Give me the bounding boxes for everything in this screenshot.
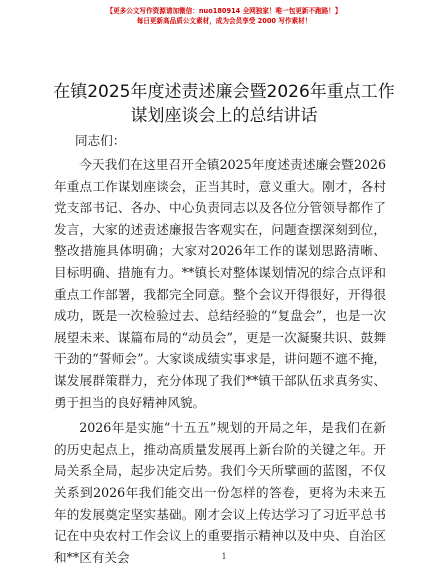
title-line-1: 在镇2025年度述责述廉会暨2026年重点工作 <box>53 82 395 102</box>
page-number: 1 <box>221 552 227 561</box>
document-title <box>0 80 448 128</box>
promo-banner-line2: 每日更新高品质公文素材，成为会员享受 2000 写作素材！ <box>136 17 312 25</box>
paragraph-1: 今天我们在这里召开全镇2025年度述责述廉会暨2026年重点工作谋划座谈会，正当其时，意义重大。刚才，各村党支部书记、各办、中心负责同志以及各位分管领导都作了发言，大家的述责述廉报告客观实在，问题查摆深刻到位，整改措施具体明确；大家对2026年工作的谋划思路清晰、目标明确、措施有力。**镇长对整体谋划情况的综合点评和重点工作部署，我都完全同意。整个会议开得很好，开得很成功，既是一次检验过去、总结经验的“复盘会”，也是一次展望未来、谋篇布局的“动员会”，更是一次凝聚共识、鼓舞干劲的“誓师会”。大家谈成绩实事求是，讲问题不遮不掩，谋发展群策群力，充分体现了我们**镇干部队伍求真务实、勇于担当的良好精神风貌。 <box>54 157 386 410</box>
salutation: 同志们： <box>75 133 126 148</box>
title-line-2: 谋划座谈会上的总结讲话 <box>130 106 318 126</box>
document-body <box>54 154 386 572</box>
paragraph-2: 2026年是实施“十五五”规划的开局之年，是我们在新的历史起点上，推动高质量发展再上新台阶的关键之年。开局关系全局，起步决定后势。我们今天所擘画的蓝图，不仅关系到2026年我们能交出一份怎样的答卷，更将为未来五年的发展奠定坚实基础。刚才会议上传达学习了习近平总书记在中央农村工作会议上的重要指示精神以及中央、自治区和**区有关会 <box>54 420 386 565</box>
promo-banner-line1: 【更多公文写作资源请加微信：nuo180914 全网独家！唯一包更新不跑路！】 <box>106 7 342 15</box>
promo-banner <box>0 6 448 26</box>
